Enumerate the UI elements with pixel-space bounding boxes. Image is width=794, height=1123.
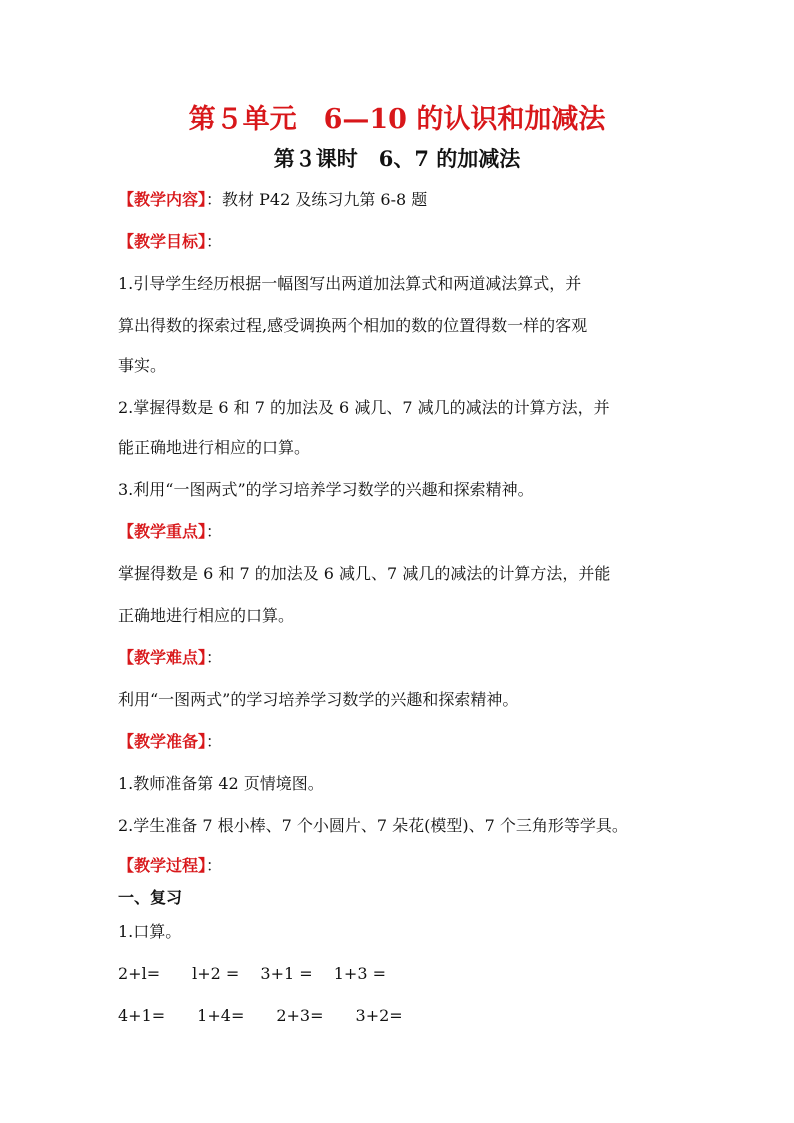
preparation-colon: ： — [206, 732, 223, 751]
equation-row: 4+1= 1+4= 2+3= 3+2= — [118, 1006, 403, 1025]
unit-title: 第５单元 6—10 的认识和加减法 — [188, 104, 606, 135]
process-label: 【教学过程】 — [118, 856, 207, 875]
equation-row: 2+l= l+2 = 3+1 = 1+3 = — [118, 964, 386, 983]
difficulties-colon: ： — [206, 648, 223, 667]
objectives-colon: ： — [206, 232, 223, 251]
review-section-heading: 一、复习 — [118, 888, 183, 907]
objectives-heading — [118, 230, 688, 254]
objectives-line: 能正确地进行相应的口算。 — [118, 438, 311, 457]
key-points-colon: ： — [206, 522, 223, 541]
objectives-line: 2.掌握得数是 6 和 7 的加法及 6 减几、7 减几的减法的计算方法，并 — [118, 398, 610, 417]
objectives-line: 1.引导学生经历根据一幅图写出两道加法算式和两道减法算式，并 — [118, 274, 582, 293]
process-colon: ： — [206, 856, 223, 875]
objectives-line: 事实。 — [118, 356, 167, 375]
preparation-heading — [118, 730, 688, 754]
key-points-label: 【教学重点】 — [118, 522, 207, 541]
key-points-line: 正确地进行相应的口算。 — [118, 606, 295, 625]
difficulties-label: 【教学难点】 — [118, 648, 207, 667]
process-heading — [118, 854, 688, 878]
preparation-line: 1.教师准备第 42 页情境图。 — [118, 774, 324, 793]
content-row — [118, 188, 688, 212]
key-points-line: 掌握得数是 6 和 7 的加法及 6 减几、7 减几的减法的计算方法，并能 — [118, 564, 611, 583]
preparation-label: 【教学准备】 — [118, 732, 207, 751]
objectives-line: 3.利用“一图两式”的学习培养学习数学的兴趣和探索精神。 — [118, 480, 534, 499]
difficulties-heading — [118, 646, 688, 670]
content-text: 教材 P42 及练习九第 6-8 题 — [222, 190, 428, 209]
oral-calc-item: 1.口算。 — [118, 922, 182, 941]
content-label: 【教学内容】 — [118, 190, 207, 209]
lesson-subtitle: 第３课时 6、7 的加减法 — [273, 146, 521, 171]
difficulties-line: 利用“一图两式”的学习培养学习数学的兴趣和探索精神。 — [118, 690, 519, 709]
objectives-label: 【教学目标】 — [118, 232, 207, 251]
content-colon: ： — [206, 190, 223, 209]
preparation-line: 2.学生准备 7 根小棒、7 个小圆片、7 朵花(模型)、7 个三角形等学具。 — [118, 816, 628, 835]
objectives-line: 算出得数的探索过程,感受调换两个相加的数的位置得数一样的客观 — [118, 316, 588, 335]
key-points-heading — [118, 520, 688, 544]
